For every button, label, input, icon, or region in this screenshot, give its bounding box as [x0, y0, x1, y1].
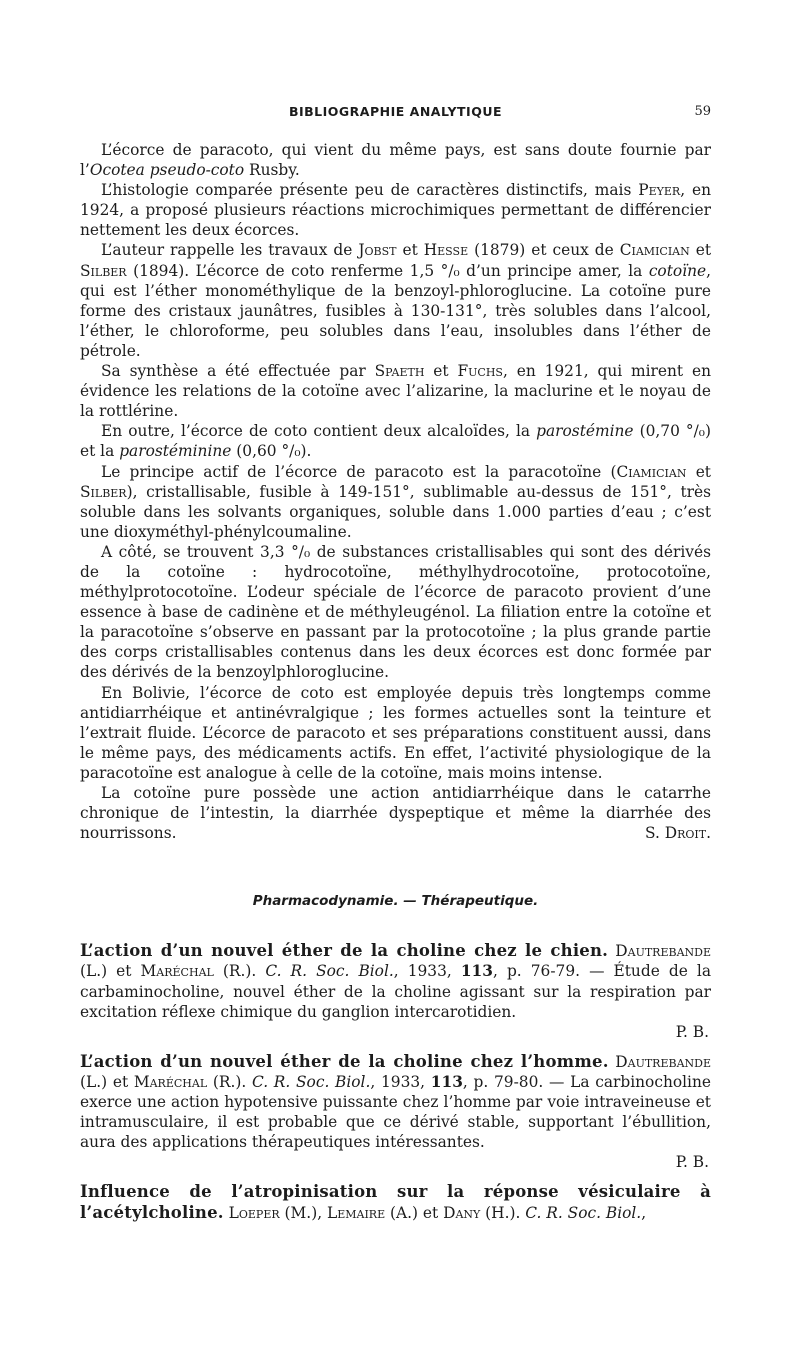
author-name: Loeper — [228, 1203, 280, 1222]
bibliography-entry: L’action d’un nouvel éther de la choline chez le chien. Dautrebande (L.) et Maréchal (R.). C. R. Soc. Biol., 1933, 113, p. 76-79. — Étude de la carbaminocholine, nouvel éther de la choline agissant sur la respiration par excitation réflexe chimique du ganglion intercarotidien. P. B. — [80, 941, 711, 1041]
author-name: Silber — [80, 482, 127, 501]
entry-title: L’action d’un nouvel éther de la choline chez le chien. — [80, 941, 609, 961]
paragraph-antidiarrheal: La cotoïne pure possède une action antidiarrhéique dans le catarrhe chronique de l’intestin, la diarrhée dyspeptique et même la diarrhée des nourrissons. — [80, 784, 711, 843]
author-name: Fuchs — [457, 362, 503, 381]
paragraph-derivatives: A côté, se trouvent 3,3 °/₀ de substances cristallisables qui sont des dérivés de la cotoïne : hydrocotoïne, méthylhydrocotoïne, protocotoïne, méthylprotocotoïne. L’odeur spéciale de l’écorce de paracoto provient d’une essence à base de cadinène et de méthyleugénol. La filiation entre la cotoïne et la paracotoïne s’observe en passant par la protocotoïne ; la plus grande partie des corps cristallisables contenus dans les deux écorces est donc formée par des dérivés de la benzoylphloroglucine. — [80, 542, 711, 682]
reviewer-initials: P. B. — [675, 1022, 709, 1041]
paragraph-paracoto: L’écorce de paracoto, qui vient du même pays, est sans doute fournie par l’Ocotea pseudo-coto Rusby. — [80, 141, 711, 180]
page-body — [80, 140, 711, 1223]
author-name: Maréchal — [133, 1072, 208, 1091]
author-name: Dany — [443, 1203, 481, 1222]
paragraph-histology: L’histologie comparée présente peu de caractères distinctifs, mais Peyer, en 1924, a proposé plusieurs réactions microchimiques permettant de différencier nettement les deux écorces. — [80, 181, 711, 240]
reviewer-initials: P. B. — [675, 1153, 709, 1172]
author-name: Hesse — [423, 241, 469, 260]
page-header — [80, 104, 711, 122]
author-name: Maréchal — [140, 962, 214, 981]
author-name: Lemaire — [326, 1203, 386, 1222]
author-name: Peyer — [638, 181, 681, 200]
species-name: Ocotea pseudo-coto — [89, 161, 245, 180]
journal-name: C. R. Soc. Biol. — [251, 1072, 371, 1091]
paragraph-synthesis: Sa synthèse a été effectuée par Spaeth et Fuchs, en 1921, qui mirent en évidence les relations de la cotoïne avec l’alizarine, la maclurine et le noyau de la rottlérine. — [80, 362, 711, 421]
bibliography-entry: Influence de l’atropinisation sur la réponse vésiculaire à l’acétylcholine. Loeper (M.), Lemaire (A.) et Dany (H.). C. R. Soc. Biol., — [80, 1182, 711, 1222]
author-name: Ciamician — [616, 462, 687, 481]
author-name: Silber — [80, 261, 127, 280]
compound-name: cotoïne — [648, 261, 707, 280]
volume-number: 113 — [460, 962, 493, 981]
journal-name: C. R. Soc. Biol. — [265, 962, 394, 981]
author-name: Spaeth — [374, 362, 425, 381]
bibliography-entry: L’action d’un nouvel éther de la choline chez l’homme. Dautrebande (L.) et Maréchal (R.). C. R. Soc. Biol., 1933, 113, p. 79-80. — La carbinocholine exerce une action hypotensive puissante chez l’homme par voie intraveineuse et intramusculaire, il est probable que ce dérivé stable, supportant l’ébullition, aura des applications thérapeutiques intéressantes. P. B. — [80, 1051, 711, 1172]
section-title: Pharmacodynamie. — Thérapeutique. — [252, 893, 539, 910]
volume-number: 113 — [430, 1072, 463, 1091]
entry-title: Influence de l’atropinisation sur la réponse vésiculaire à l’acétylcholine. — [80, 1182, 711, 1222]
author-name: Jobst — [358, 241, 397, 260]
compound-name: parostémine — [536, 422, 634, 441]
compound-name: parostéminine — [119, 442, 232, 461]
journal-name: C. R. Soc. Biol. — [525, 1203, 642, 1222]
paragraph-bolivia: En Bolivie, l’écorce de coto est employée depuis très longtemps comme antidiarrhéique et antinévralgique ; les formes actuelles sont la teinture et l’extrait fluide. L’écorce de paracoto et ses préparations constituent aussi, dans le même pays, des médicaments actifs. En effet, l’activité physiologique de la paracotoïne est analogue à celle de la cotoïne, mais moins intense. — [80, 683, 711, 782]
signature: S. Droit. — [645, 824, 711, 843]
entry-title: L’action d’un nouvel éther de la choline chez l’homme. — [80, 1051, 609, 1071]
paragraph-paracotoine: Le principe actif de l’écorce de paracoto est la paracotoïne (Ciamician et Silber), cristallisable, fusible à 149-151°, sublimable au-dessus de 151°, très soluble dans les solvants organiques, soluble dans 1.000 parties d’eau ; c’est une dioxyméthyl-phénylcoumaline. — [80, 462, 711, 541]
author-name: Dautrebande — [615, 1052, 711, 1071]
page-number: 59 — [694, 104, 711, 119]
paragraph-alkaloids: En outre, l’écorce de coto contient deux alcaloïdes, la parostémine (0,70 °/₀) et la parostéminine (0,60 °/₀). — [80, 422, 711, 461]
paragraph-cotoine: L’auteur rappelle les travaux de Jobst et Hesse (1879) et ceux de Ciamician et Silber (1894). L’écorce de coto renferme 1,5 °/₀ d’un principe amer, la cotoïne, qui est l’éther monométhylique de la benzoyl-phloroglucine. La cotoïne pure forme des cristaux jaunâtres, fusibles à 130-131°, très solubles dans l’alcool, l’éther, le chloroforme, peu solubles dans l’eau, insolubles dans l’éther de pétrole. — [80, 241, 712, 360]
author-name: Ciamician — [619, 241, 690, 260]
running-head: BIBLIOGRAPHIE ANALYTIQUE — [288, 104, 503, 119]
author-name: Dautrebande — [615, 942, 711, 961]
